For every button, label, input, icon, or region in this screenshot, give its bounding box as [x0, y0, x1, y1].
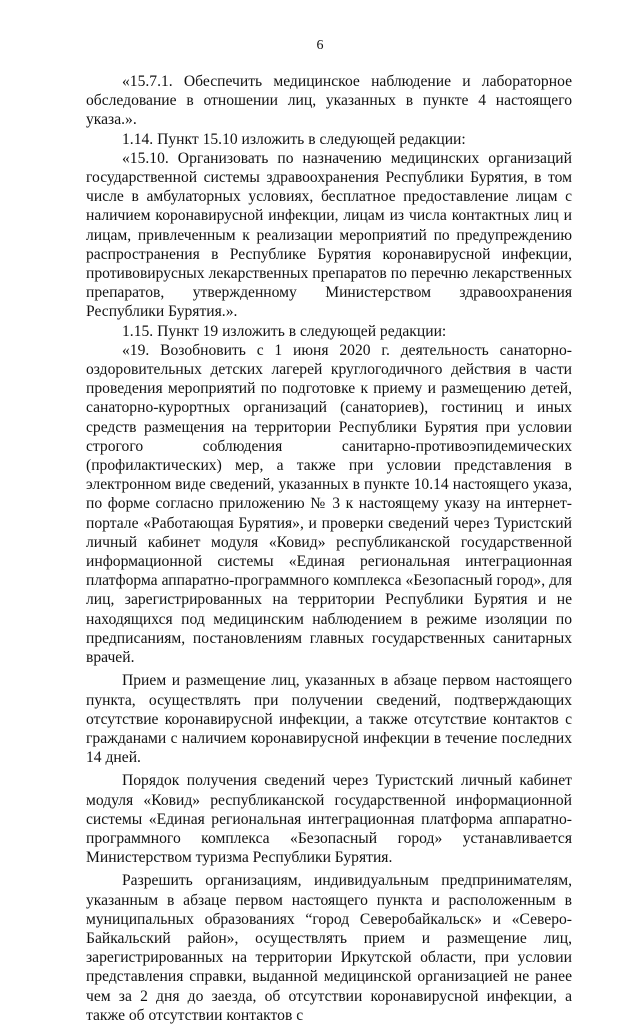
paragraph-15-7-1: «15.7.1. Обеспечить медицинское наблюдение и лабораторное обследование в отношении лиц, указанных в пункте 4 настоящего указа.».: [86, 73, 572, 129]
page-number: 6: [316, 38, 324, 53]
paragraph-1-15: 1.15. Пункт 19 изложить в следующей редакции:: [122, 322, 447, 340]
paragraph-procedure: Порядок получения сведений через Туристский личный кабинет модуля «Ковид» республиканской государственной информационной системы «Единая региональная интеграционная платформа аппаратно-программного комплекса «Безопасный город» устанавливается Министерством туризма Республики Бурятия.: [86, 772, 572, 867]
document-body: [86, 72, 572, 1025]
paragraph-15-10: «15.10. Организовать по назначению медицинских организаций государственной системы здравоохранения Республики Бурятия, в том числе в амбулаторных условиях, бесплатное предоставление лицам с наличием коронавирусной инфекции, лицам из числа контактных лиц и лицам, привлеченным к реализации мероприятий по предупреждению распространения в Республике Бурятия коронавирусной инфекции, противовирусных лекарственных препаратов по перечню лекарственных препаратов, утвержденному Министерством здравоохранения Республики Бурятия.».: [86, 149, 572, 321]
paragraph-19: «19. Возобновить с 1 июня 2020 г. деятельность санаторно-оздоровительных детских лагерей круглогодичного действия в части проведения мероприятий по подготовке к приему и размещению детей, санаторно-курортных организаций (санаториев), гостиниц и иных средств размещения на территории Республики Бурятия при условии строгого соблюдения санитарно-противоэпидемических (профилактических) мер, а также при условии представления в электронном виде сведений, указанных в пункте 10.14 настоящего указа, по форме согласно приложению № 3 к настоящему указу на интернет-портале «Работающая Бурятия», и проверки сведений через Туристский личный кабинет модуля «Ковид» республиканской государственной информационной системы «Единая региональная интеграционная платформа аппаратно-программного комплекса «Безопасный город», для лиц, зарегистрированных на территории Республики Бурятия и не находящихся под медицинским наблюдением в режиме изоляции по предписаниям, постановлениям главных государственных санитарных врачей.: [86, 341, 572, 667]
paragraph-reception: Прием и размещение лиц, указанных в абзаце первом настоящего пункта, осуществлять при получении сведений, подтверждающих отсутствие коронавирусной инфекции, а также отсутствие контактов с гражданами с наличием коронавирусной инфекции в течение последних 14 дней.: [86, 672, 572, 767]
paragraph-1-14: 1.14. Пункт 15.10 изложить в следующей редакции:: [122, 130, 466, 148]
paragraph-permission: Разрешить организациям, индивидуальным предпринимателям, указанным в абзаце первом настоящего пункта и расположенным в муниципальных образованиях “город Северобайкальск» и «Северо-Байкальский район», осуществлять прием и размещение лиц, зарегистрированных на территории Иркутской области, при условии представления справки, выданной медицинской организацией не ранее чем за 2 дня до заезда, об отсутствии коронавирусной инфекции, а также об отсутствии контактов с: [86, 872, 572, 1024]
